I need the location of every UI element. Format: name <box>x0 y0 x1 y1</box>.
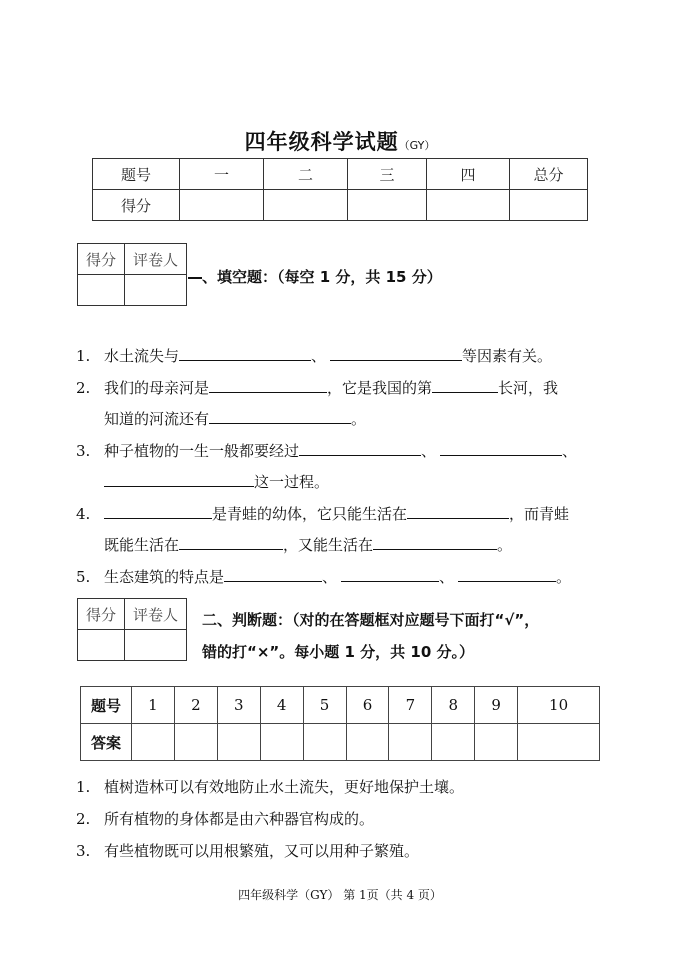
score-cell-section-1: 一 <box>180 159 264 190</box>
answer-blank[interactable] <box>179 345 311 361</box>
score-input-2[interactable] <box>264 190 348 221</box>
question-text: 生态建筑的特点是 <box>104 568 225 586</box>
question-number-cell: 4 <box>260 687 303 724</box>
section1-heading-text: 、填空题：（每空 1 分，共 15 分） <box>202 268 442 286</box>
grader-score-label: 得分 <box>78 599 125 630</box>
question-text: 所有植物的身体都是由六种器官构成的。 <box>104 810 375 828</box>
question-text: 植树造林可以有效地防止水土流失，更好地保护土壤。 <box>104 778 465 796</box>
answer-cell[interactable] <box>260 724 303 761</box>
answer-blank[interactable] <box>224 566 322 582</box>
question-text: 水土流失与 <box>104 347 180 365</box>
title-text: 四年级科学试题 <box>244 130 399 154</box>
question-number: 4. <box>76 505 91 523</box>
answer-blank[interactable] <box>299 440 421 456</box>
score-cell-section-2: 二 <box>264 159 348 190</box>
answer-blank[interactable] <box>330 345 462 361</box>
question-text: ，它是我国的第 <box>327 379 433 397</box>
fill-question-2-cont <box>104 408 366 430</box>
question-text: 。 <box>556 568 572 586</box>
question-text: ，而青蛙 <box>509 505 570 523</box>
answer-cell[interactable] <box>432 724 475 761</box>
question-number: 2. <box>76 810 91 828</box>
question-text: 、 <box>311 347 327 365</box>
fill-question-2 <box>76 377 558 399</box>
answer-table-row-label: 题号 <box>81 687 132 724</box>
grader-name-input[interactable] <box>125 630 187 661</box>
answer-blank[interactable] <box>407 503 509 519</box>
fill-question-1 <box>76 345 552 367</box>
question-number-cell: 3 <box>217 687 260 724</box>
score-row-label: 得分 <box>93 190 180 221</box>
score-cell-label: 题号 <box>93 159 180 190</box>
question-number-cell: 7 <box>389 687 432 724</box>
section2-heading-line1: 二、判断题：（对的在答题框对应题号下面打“√”， <box>202 611 540 629</box>
answer-table-number-row <box>81 687 600 724</box>
question-number: 1. <box>76 778 91 796</box>
question-text: 知道的河流还有 <box>104 410 210 428</box>
grader-name-label: 评卷人 <box>125 599 187 630</box>
question-number: 3. <box>76 842 91 860</box>
question-text: 有些植物既可以用根繁殖，又可以用种子繁殖。 <box>104 842 420 860</box>
answer-cell[interactable] <box>174 724 217 761</box>
answer-blank[interactable] <box>104 471 254 487</box>
question-number-cell: 2 <box>174 687 217 724</box>
section1-heading <box>188 266 442 287</box>
score-table <box>92 158 588 221</box>
section2-heading <box>202 604 612 668</box>
answer-cell[interactable] <box>389 724 432 761</box>
answer-table-row-label: 答案 <box>81 724 132 761</box>
fill-question-3-cont <box>104 471 329 493</box>
score-table-score-row <box>93 190 588 221</box>
score-input-3[interactable] <box>348 190 427 221</box>
answer-cell[interactable] <box>132 724 175 761</box>
fill-question-4-cont <box>104 534 512 556</box>
grader-name-input[interactable] <box>125 275 187 306</box>
score-input-4[interactable] <box>427 190 510 221</box>
answer-blank[interactable] <box>209 377 327 393</box>
judgement-answer-table <box>80 686 600 761</box>
question-text: 我们的母亲河是 <box>104 379 210 397</box>
answer-blank[interactable] <box>104 503 212 519</box>
answer-cell[interactable] <box>303 724 346 761</box>
score-input-total[interactable] <box>510 190 588 221</box>
question-number: 5. <box>76 568 91 586</box>
question-text: ，又能生活在 <box>283 536 374 554</box>
fill-question-3 <box>76 440 577 462</box>
answer-cell[interactable] <box>518 724 600 761</box>
question-text: 既能生活在 <box>104 536 180 554</box>
grader-score-input[interactable] <box>78 275 125 306</box>
score-cell-total: 总分 <box>510 159 588 190</box>
fill-question-4 <box>76 503 569 525</box>
answer-cell[interactable] <box>217 724 260 761</box>
title-suffix: （GY） <box>398 139 436 152</box>
score-input-1[interactable] <box>180 190 264 221</box>
question-number: 2. <box>76 379 91 397</box>
answer-blank[interactable] <box>458 566 556 582</box>
page-footer: 四年级科学（GY） 第 1页（共 4 页） <box>238 888 442 902</box>
fill-question-5 <box>76 566 571 588</box>
question-number-cell: 1 <box>132 687 175 724</box>
section2-heading-line2: 错的打“×”。每小题 1 分，共 10 分。） <box>202 643 474 661</box>
answer-blank[interactable] <box>179 534 283 550</box>
grader-score-input[interactable] <box>78 630 125 661</box>
page-title <box>0 126 680 156</box>
question-text: 这一过程。 <box>254 473 330 491</box>
grader-box-section2 <box>77 598 187 661</box>
question-text: 长河，我 <box>498 379 559 397</box>
grader-score-label: 得分 <box>78 244 125 275</box>
grader-name-label: 评卷人 <box>125 244 187 275</box>
question-text: 。 <box>351 410 367 428</box>
grader-box-section1 <box>77 243 187 306</box>
judgement-question-1 <box>76 776 464 798</box>
question-text: 、 <box>562 442 578 460</box>
question-number: 3. <box>76 442 91 460</box>
answer-table-answer-row <box>81 724 600 761</box>
question-text: 、 <box>421 442 437 460</box>
answer-cell[interactable] <box>475 724 518 761</box>
score-cell-section-3: 三 <box>348 159 427 190</box>
answer-blank[interactable] <box>209 408 351 424</box>
question-number-cell: 5 <box>303 687 346 724</box>
answer-blank[interactable] <box>432 377 498 393</box>
question-text: 种子植物的一生一般都要经过 <box>104 442 300 460</box>
question-number-cell: 6 <box>346 687 389 724</box>
question-text: 、 <box>322 568 338 586</box>
judgement-question-2 <box>76 808 374 830</box>
judgement-question-3 <box>76 840 419 862</box>
answer-blank[interactable] <box>341 566 439 582</box>
answer-cell[interactable] <box>346 724 389 761</box>
section1-numeral-one <box>188 277 202 279</box>
question-number: 1. <box>76 347 91 365</box>
answer-blank[interactable] <box>373 534 497 550</box>
question-text: 等因素有关。 <box>462 347 553 365</box>
score-table-header-row <box>93 159 588 190</box>
question-number-cell: 8 <box>432 687 475 724</box>
question-text: 。 <box>497 536 513 554</box>
question-number-cell: 9 <box>475 687 518 724</box>
question-text: 是青蛙的幼体，它只能生活在 <box>212 505 408 523</box>
question-number-cell: 10 <box>518 687 600 724</box>
question-text: 、 <box>439 568 455 586</box>
score-cell-section-4: 四 <box>427 159 510 190</box>
answer-blank[interactable] <box>440 440 562 456</box>
